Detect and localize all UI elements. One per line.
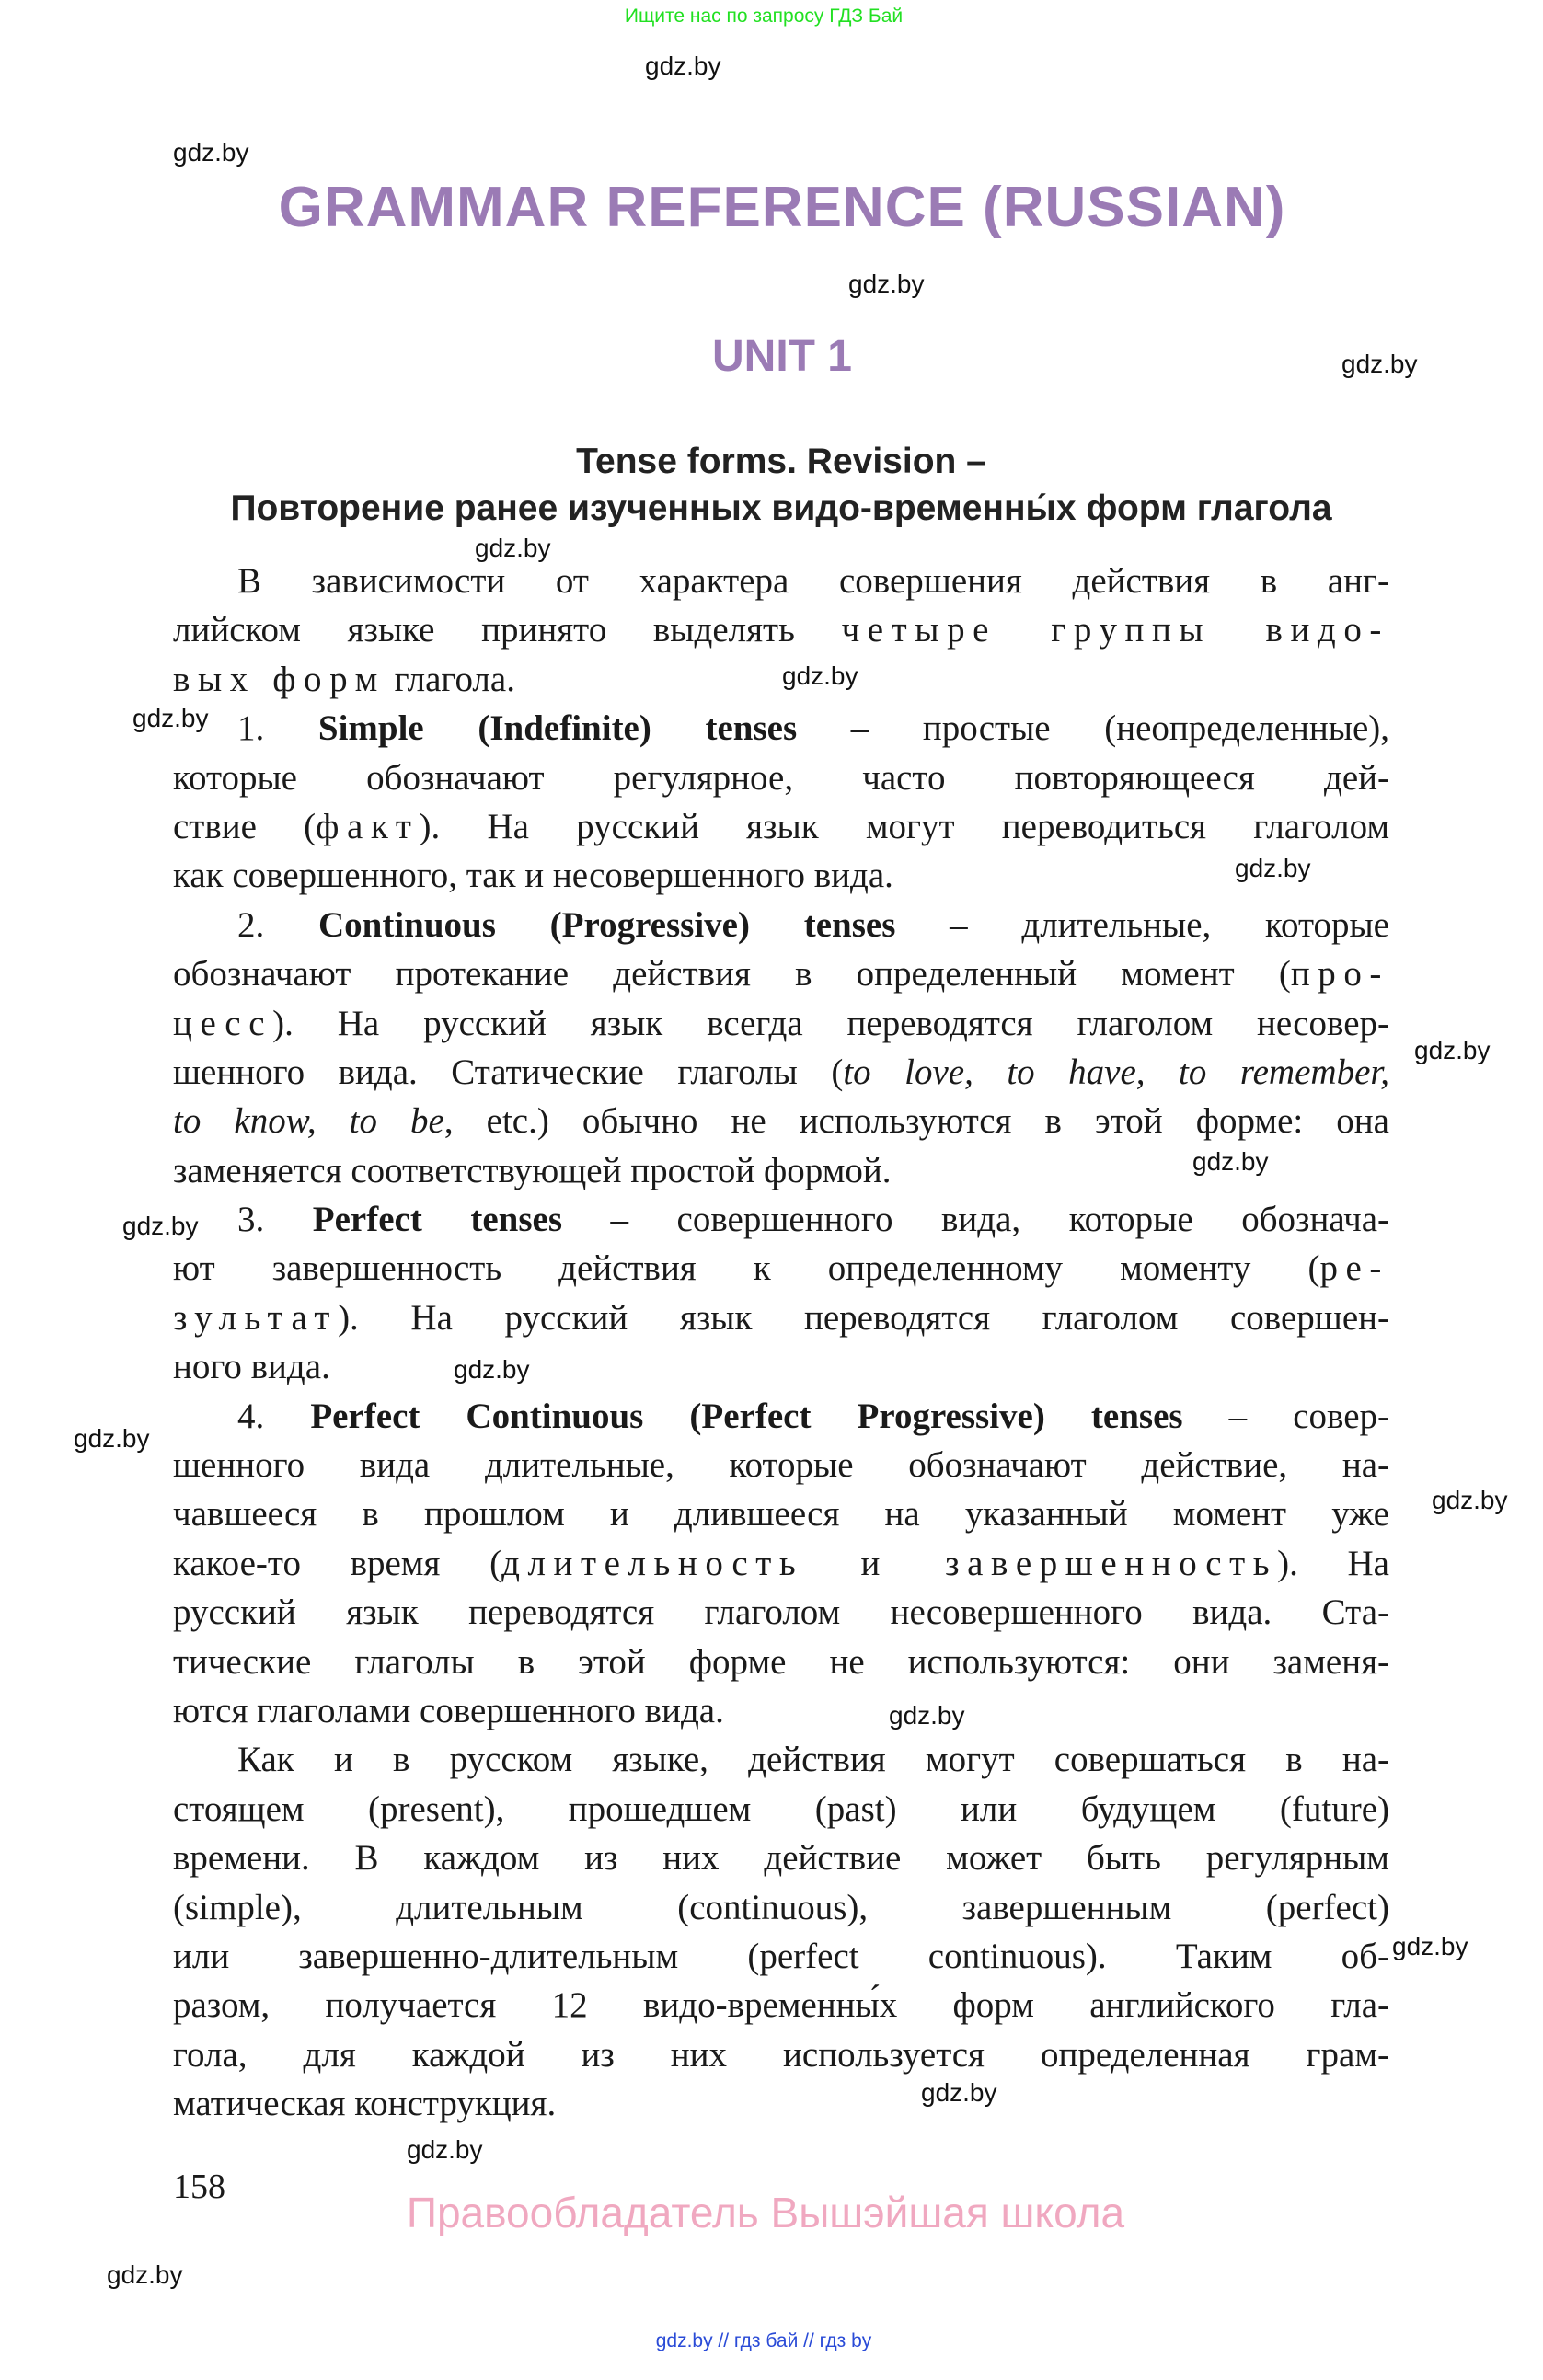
text-segment: 3. bbox=[237, 1200, 313, 1240]
text-segment: 2. bbox=[237, 904, 318, 945]
text-line bbox=[173, 1785, 1389, 1834]
text-segment: – длительные, которые bbox=[895, 904, 1389, 945]
text-segment: гола, для каждой из них используется определенная грам- bbox=[173, 2034, 1389, 2075]
watermark: gdz.by bbox=[407, 2135, 483, 2164]
text-segment: стоящем (present), прошедшем (past) или будущем (future) bbox=[173, 1788, 1389, 1829]
text-line bbox=[173, 1489, 1389, 1538]
spaced-emphasis: зультат bbox=[173, 1297, 339, 1338]
watermark: gdz.by bbox=[645, 52, 721, 80]
text-line bbox=[173, 851, 1389, 900]
text-segment: тические глаголы в этой форме не используются: они заменя- bbox=[173, 1641, 1389, 1682]
spaced-emphasis: четыре группы видо- bbox=[841, 610, 1389, 650]
text-line bbox=[173, 655, 1389, 704]
text-segment: ного вида. bbox=[173, 1347, 330, 1387]
example-italic: to love, to have, to remember, bbox=[843, 1052, 1389, 1092]
text-line bbox=[173, 704, 1389, 753]
watermark: gdz.by bbox=[782, 661, 858, 690]
text-line bbox=[173, 753, 1389, 802]
watermark: gdz.by bbox=[1235, 854, 1311, 882]
text-line bbox=[173, 999, 1389, 1048]
text-segment: шенного вида. Статические глаголы ( bbox=[173, 1052, 844, 1092]
text-segment: чавшееся в прошлом и длившееся на указанный момент уже bbox=[173, 1494, 1389, 1535]
text-segment: разом, получается 12 видо-временны́х форм английского гла- bbox=[173, 1985, 1389, 2026]
text-segment: 4. bbox=[237, 1396, 311, 1436]
text-segment: обозначают протекание действия в определенный момент ( bbox=[173, 954, 1291, 995]
text-segment: (simple), длительным (continuous), завершенным (perfect) bbox=[173, 1887, 1389, 1927]
copyright-owner: Правообладатель Вышэйшая школа bbox=[406, 2189, 1125, 2236]
text-line bbox=[173, 1441, 1389, 1489]
page-number: 158 bbox=[173, 2167, 225, 2206]
text-segment: ). На русский язык переводятся глаголом совершен- bbox=[338, 1297, 1389, 1338]
text-line bbox=[173, 1932, 1389, 1981]
watermark: gdz.by bbox=[74, 1424, 150, 1453]
watermark: gdz.by bbox=[1432, 1486, 1508, 1514]
spaced-emphasis: факт bbox=[316, 806, 420, 846]
text-segment: – совершенного вида, которые обознача- bbox=[562, 1200, 1389, 1240]
text-segment: – простые (неопределенные), bbox=[797, 708, 1389, 749]
watermark: gdz.by bbox=[1392, 1932, 1468, 1960]
section-heading-en: Tense forms. Revision – bbox=[576, 442, 986, 481]
text-segment: ствие ( bbox=[173, 806, 317, 846]
text-segment: какое-то время ( bbox=[173, 1543, 502, 1583]
text-segment: 1. bbox=[237, 708, 318, 749]
text-line bbox=[173, 1539, 1389, 1588]
watermark: gdz.by bbox=[107, 2260, 183, 2289]
text-segment: ются глаголами совершенного вида. bbox=[173, 1690, 724, 1730]
watermark: gdz.by bbox=[889, 1701, 965, 1730]
text-segment: глагола. bbox=[385, 659, 515, 699]
watermark: gdz.by bbox=[132, 704, 209, 732]
text-line bbox=[173, 1392, 1389, 1441]
text-line bbox=[173, 605, 1389, 654]
term-bold: Perfect tenses bbox=[312, 1200, 562, 1240]
watermark: gdz.by bbox=[1414, 1036, 1491, 1064]
text-line bbox=[173, 1735, 1389, 1784]
text-line bbox=[173, 1588, 1389, 1637]
text-line bbox=[173, 1342, 1389, 1391]
text-line bbox=[173, 1834, 1389, 1882]
body-text bbox=[173, 557, 1389, 2129]
text-segment: как совершенного, так и несовершенного вида. bbox=[173, 856, 893, 896]
text-line bbox=[173, 949, 1389, 998]
watermark: gdz.by bbox=[1192, 1147, 1269, 1176]
page-title: GRAMMAR REFERENCE (RUSSIAN) bbox=[278, 176, 1286, 239]
text-segment: – совер- bbox=[1182, 1396, 1390, 1436]
watermark: gdz.by bbox=[475, 534, 551, 562]
text-segment: или завершенно-длительным (perfect continuous). Таким об- bbox=[173, 1936, 1389, 1976]
text-segment: лийском языке принято выделять bbox=[173, 610, 842, 650]
text-segment: , etc.) обычно не используются в этой форме: она bbox=[443, 1101, 1389, 1142]
text-segment: шенного вида длительные, которые обозначают действие, на- bbox=[173, 1445, 1389, 1486]
text-line bbox=[173, 2079, 1389, 2128]
spaced-emphasis: ре- bbox=[1319, 1248, 1389, 1289]
term-bold: Continuous (Progressive) tenses bbox=[318, 904, 896, 945]
text-segment: ). На bbox=[1277, 1543, 1389, 1583]
text-line bbox=[173, 2030, 1389, 2079]
text-segment: В зависимости от характера совершения действия в анг- bbox=[237, 561, 1389, 601]
text-segment: которые обозначают регулярное, часто повторяющееся дей- bbox=[173, 757, 1389, 798]
top-search-banner: Ищите нас по запросу ГДЗ Бай bbox=[624, 6, 904, 27]
text-line bbox=[173, 1244, 1389, 1293]
text-segment: ют завершенность действия к определенному моменту ( bbox=[173, 1248, 1320, 1289]
text-segment: Как и в русском языке, действия могут совершаться в на- bbox=[237, 1740, 1389, 1780]
text-line bbox=[173, 1686, 1389, 1735]
unit-title: UNIT 1 bbox=[711, 332, 852, 381]
footer-links[interactable]: gdz.by // гдз бай // гдз by bbox=[655, 2330, 872, 2351]
text-line bbox=[173, 1195, 1389, 1244]
text-line bbox=[173, 802, 1389, 851]
text-segment: матическая конструкция. bbox=[173, 2084, 557, 2124]
spaced-emphasis: цесс bbox=[173, 1003, 273, 1043]
watermark: gdz.by bbox=[848, 270, 925, 298]
term-bold: Perfect Continuous (Perfect Progressive) tenses bbox=[310, 1396, 1183, 1436]
text-line bbox=[173, 1048, 1389, 1097]
watermark: gdz.by bbox=[454, 1355, 530, 1384]
section-heading-ru: Повторение ранее изученных видо-временны́х форм глагола bbox=[230, 489, 1332, 528]
text-segment: ). На русский язык всегда переводятся глаголом несовер- bbox=[272, 1003, 1389, 1043]
text-segment: заменяется соответствующей простой формой. bbox=[173, 1150, 892, 1190]
spaced-emphasis: длительность и завершенность bbox=[501, 1543, 1278, 1583]
watermark: gdz.by bbox=[1341, 350, 1418, 378]
text-line bbox=[173, 557, 1389, 605]
example-italic: to know, to be bbox=[173, 1101, 444, 1142]
watermark: gdz.by bbox=[122, 1212, 199, 1240]
spaced-emphasis: про- bbox=[1290, 954, 1389, 995]
watermark: gdz.by bbox=[921, 2078, 997, 2107]
text-segment: русский язык переводятся глаголом несовершенного вида. Ста- bbox=[173, 1592, 1389, 1633]
watermark: gdz.by bbox=[173, 138, 249, 167]
text-line bbox=[173, 1097, 1389, 1145]
spaced-emphasis: вых форм bbox=[173, 659, 386, 699]
text-line bbox=[173, 1293, 1389, 1342]
term-bold: Simple (Indefinite) tenses bbox=[317, 708, 798, 749]
text-line bbox=[173, 1638, 1389, 1686]
text-segment: ). На русский язык могут переводиться глаголом bbox=[419, 806, 1390, 846]
text-line bbox=[173, 1883, 1389, 1932]
text-line bbox=[173, 1981, 1389, 2029]
text-segment: времени. В каждом из них действие может быть регулярным bbox=[173, 1838, 1389, 1879]
text-line bbox=[173, 901, 1389, 949]
